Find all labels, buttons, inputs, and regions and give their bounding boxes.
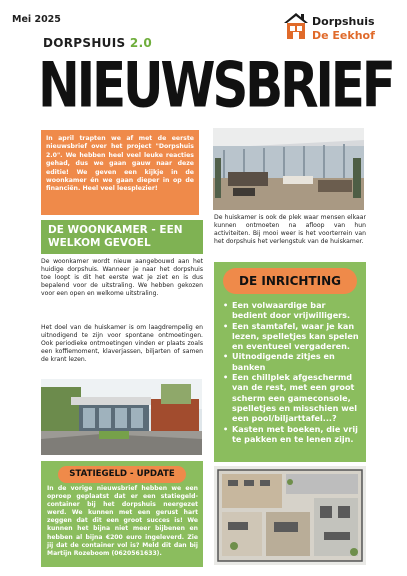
- logo-line-2: De Eekhof: [312, 29, 375, 42]
- series-title: [43, 36, 152, 50]
- series-version: 2.0: [129, 36, 153, 50]
- house-icon: [283, 11, 309, 41]
- logo-line-1: Dorpshuis: [312, 15, 375, 28]
- list-item: • Uitnodigende zitjes en banken: [222, 351, 362, 372]
- photo-floorplan: [214, 466, 366, 565]
- list-item: • Een chillplek afgeschermd van de rest, met een groot scherm een gameconsole, spelletjes en misschien wel een pool/biljarttafel...?: [222, 372, 362, 423]
- photo-exterior: [41, 379, 202, 455]
- list-item: • Een stamtafel, waar je kan lezen, spelletjes kan spelen en eventueel vergaderen.: [222, 321, 362, 352]
- intro-box: In april trapten we af met de eerste nieuwsbrief over het project "Dorpshuis 2.0". We hebben heel veel leuke reacties gehad, dus we gaan gauw naar deze editie! We geven een kijkje in de woonkamer én we gaan dieper in op de financiën. Heel veel leesplezier!: [41, 130, 199, 215]
- logo: [283, 11, 401, 45]
- woonkamer-paragraph-1: De woonkamer wordt nieuw aangebouwd aan het huidige dorpshuis. Wanneer je naar het dorpshuis toe loopt is dit het eerste wat je ziet en is dus bepalend voor de uitstraling. We hebben gekozen voor een open en welkome uitstraling.: [41, 258, 203, 297]
- inrichting-heading: DE INRICHTING: [223, 268, 357, 294]
- list-item: • Een volwaardige bar bedient door vrijwilligers.: [222, 300, 362, 321]
- woonkamer-paragraph-3: De huiskamer is ook de plek waar mensen elkaar kunnen ontmoeten na afloop van hun activiteiten. Bij mooi weer is het voorterrein van het dorpshuis het verlengstuk van de huiskamer.: [214, 214, 366, 245]
- photo-interior: [213, 128, 364, 210]
- statiegeld-heading: STATIEGELD - UPDATE: [58, 466, 186, 483]
- statiegeld-text: In de vorige nieuwsbrief hebben we een oproep geplaatst dat er een statiegeld-container bij het dorpshuis neergezet werd. We kunnen met een gerust hart zeggen dat dit een groot succes is! We kunnen het bijna niet meer bijbenen en hebben al bijna €200 euro ingeleverd. Zie jij dat de container vol is? Meld dit dan bij Martijn Rozeboom (0620561633).: [47, 485, 198, 557]
- woonkamer-paragraph-2: Het doel van de huiskamer is om laagdrempelig en uitnodigend te zijn voor spontane ontmoetingen. Ook periodieke ontmoetingen vinden er plaats zoals een koffiemoment, klaverjassen, biljarten of samen de krant lezen.: [41, 324, 203, 363]
- issue-date: Mei 2025: [12, 14, 61, 25]
- series-name: DORPSHUIS: [43, 36, 126, 50]
- inrichting-list: [222, 300, 362, 444]
- list-item: • Kasten met boeken, die vrij te pakken en te lenen zijn.: [222, 424, 362, 445]
- woonkamer-heading: DE WOONKAMER - EEN WELKOM GEVOEL: [41, 220, 203, 254]
- masthead-title: NIEUWSBRIEF: [38, 49, 393, 122]
